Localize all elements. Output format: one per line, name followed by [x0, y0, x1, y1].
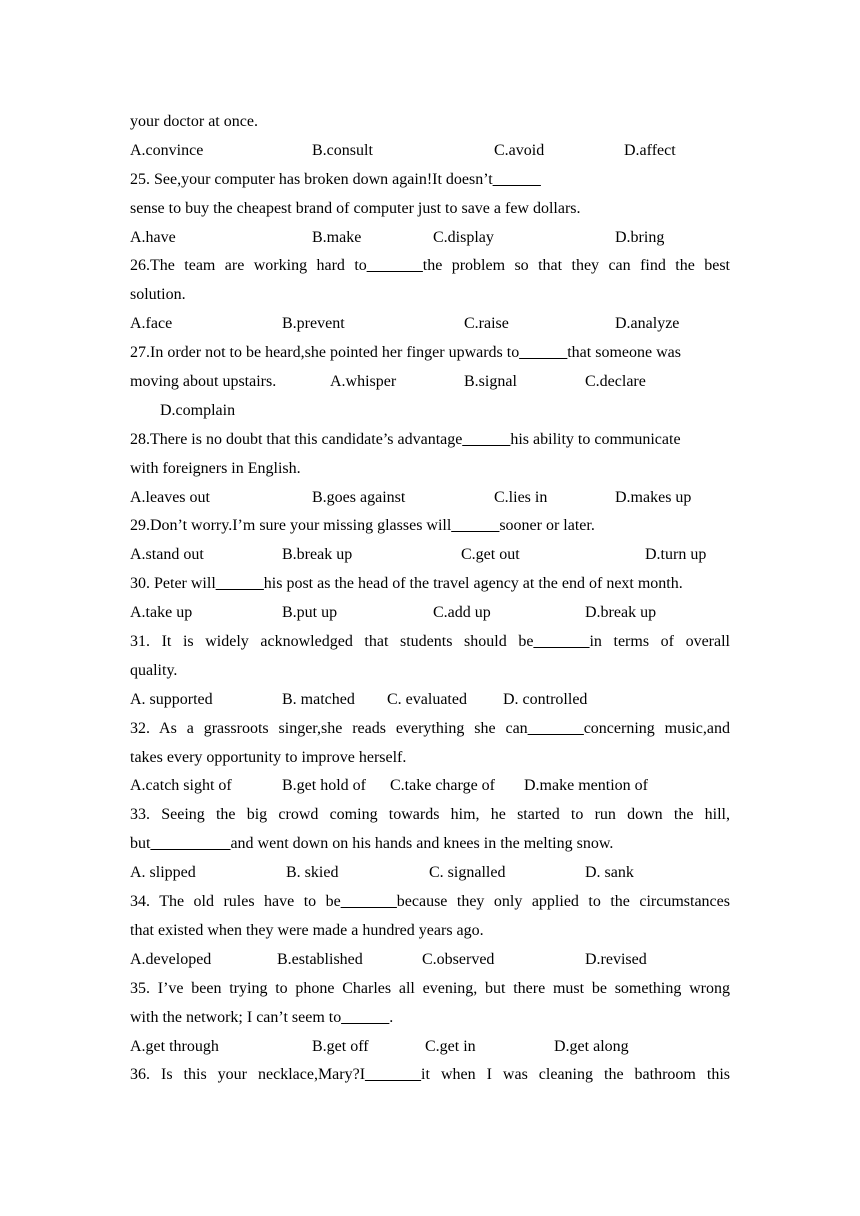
q27-stem-cont: moving about upstairs.: [130, 373, 277, 391]
q35-stem-cont: with the network; I can’t seem to______.: [130, 1008, 394, 1026]
q33-stem-cont: but__________and went down on his hands and knees in the melting snow.: [130, 835, 614, 853]
answer-blank: ______: [215, 575, 264, 593]
option-d: D.analyze: [615, 315, 680, 333]
q26-stem: 26.The team are working hard to_______the problem so that they can find the best: [130, 257, 730, 275]
answer-blank: _______: [365, 1066, 422, 1084]
option-a: A.get through: [130, 1037, 219, 1055]
q34-stem-cont: that existed when they were made a hundred years ago.: [130, 921, 484, 939]
option-c: C.avoid: [494, 141, 545, 159]
option-b: B. matched: [282, 690, 355, 708]
option-a: A.stand out: [130, 546, 204, 564]
q32-options: [130, 772, 730, 801]
q31-stem-cont: quality.: [130, 661, 178, 679]
option-d: D.get along: [554, 1037, 629, 1055]
q28-stem-cont: with foreigners in English.: [130, 459, 301, 477]
q33-options: [130, 859, 730, 888]
option-a: A. supported: [130, 690, 213, 708]
q27-stem-cont-options: [130, 368, 730, 397]
option-c: C.lies in: [494, 488, 548, 506]
answer-blank: ______: [451, 517, 500, 535]
q29-stem: 29.Don’t worry.I’m sure your missing glasses will______sooner or later.: [130, 517, 595, 535]
option-c: C.observed: [422, 950, 495, 968]
answer-blank: _______: [340, 893, 397, 911]
option-a: A.have: [130, 228, 176, 246]
q25-options: [130, 224, 730, 253]
option-c: C.display: [433, 228, 494, 246]
option-d: D.break up: [585, 604, 657, 622]
q24-options: [130, 137, 730, 166]
option-c: C.get out: [461, 546, 520, 564]
q25-stem-cont: sense to buy the cheapest brand of computer just to save a few dollars.: [130, 199, 581, 217]
q31-options: [130, 686, 730, 715]
q28-stem: 28.There is no doubt that this candidate’s advantage______his ability to communicate: [130, 430, 681, 448]
option-d: D. sank: [585, 864, 634, 882]
answer-blank: _______: [533, 633, 590, 651]
option-b: B.get hold of: [282, 777, 366, 795]
q31-stem: 31. It is widely acknowledged that students should be_______in terms of overall: [130, 633, 731, 651]
option-a: A.whisper: [330, 373, 397, 391]
q30-options: [130, 599, 730, 628]
answer-blank: ______: [341, 1008, 390, 1026]
option-d: D.affect: [624, 141, 676, 159]
option-c: C. signalled: [429, 864, 506, 882]
q30-stem: 30. Peter will______his post as the head of the travel agency at the end of next month.: [130, 575, 683, 593]
option-c: C.add up: [433, 604, 491, 622]
answer-blank: _______: [527, 719, 584, 737]
answer-blank: __________: [150, 835, 231, 853]
q33-stem: 33. Seeing the big crowd coming towards him, he started to run down the hill,: [130, 806, 730, 824]
option-a: A.take up: [130, 604, 193, 622]
option-b: B.break up: [282, 546, 353, 564]
q35-options: [130, 1033, 730, 1062]
option-d: D.make mention of: [524, 777, 648, 795]
answer-blank: _______: [366, 257, 423, 275]
option-c: C. evaluated: [387, 690, 467, 708]
option-a: A.convince: [130, 141, 204, 159]
q29-options: [130, 541, 730, 570]
q32-stem: 32. As a grassroots singer,she reads everything she can_______concerning music,and: [130, 719, 730, 737]
q34-options: [130, 946, 730, 975]
answer-blank: ______: [519, 344, 568, 362]
option-b: B. skied: [286, 864, 339, 882]
question-list: [130, 108, 730, 1090]
q26-stem-cont: solution.: [130, 286, 186, 304]
answer-blank: ______: [492, 170, 541, 188]
option-d: D.turn up: [645, 546, 707, 564]
option-a: A. slipped: [130, 864, 196, 882]
option-b: B.signal: [464, 373, 517, 391]
q27-option-d: [130, 397, 730, 426]
q34-stem: 34. The old rules have to be_______because they only applied to the circumstances: [130, 893, 730, 911]
option-d: D.makes up: [615, 488, 692, 506]
option-a: A.developed: [130, 950, 212, 968]
q26-options: [130, 310, 730, 339]
option-d: D.bring: [615, 228, 665, 246]
option-b: B.put up: [282, 604, 338, 622]
option-a: A.catch sight of: [130, 777, 232, 795]
option-b: B.consult: [312, 141, 373, 159]
option-a: A.leaves out: [130, 488, 210, 506]
q25-stem: 25. See,your computer has broken down again!It doesn’t______: [130, 170, 541, 188]
option-a: A.face: [130, 315, 173, 333]
q32-stem-cont: takes every opportunity to improve herself.: [130, 748, 407, 766]
option-b: B.established: [277, 950, 363, 968]
option-b: B.prevent: [282, 315, 345, 333]
option-c: C.raise: [464, 315, 509, 333]
option-c: C.take charge of: [390, 777, 495, 795]
q27-stem: 27.In order not to be heard,she pointed her finger upwards to______that someone was: [130, 344, 681, 362]
option-c: C.declare: [585, 373, 646, 391]
answer-blank: ______: [462, 430, 511, 448]
q35-stem: 35. I’ve been trying to phone Charles all evening, but there must be something wrong: [130, 979, 730, 997]
option-d: D.complain: [160, 401, 236, 419]
option-d: D. controlled: [503, 690, 588, 708]
q28-options: [130, 484, 730, 513]
q24-stem-end: your doctor at once.: [130, 113, 258, 130]
option-b: B.goes against: [312, 488, 406, 506]
option-b: B.make: [312, 228, 362, 246]
option-d: D.revised: [585, 950, 647, 968]
option-b: B.get off: [312, 1037, 369, 1055]
option-c: C.get in: [425, 1037, 476, 1055]
q36-stem: 36. Is this your necklace,Mary?I_______it when I was cleaning the bathroom this: [130, 1066, 730, 1084]
